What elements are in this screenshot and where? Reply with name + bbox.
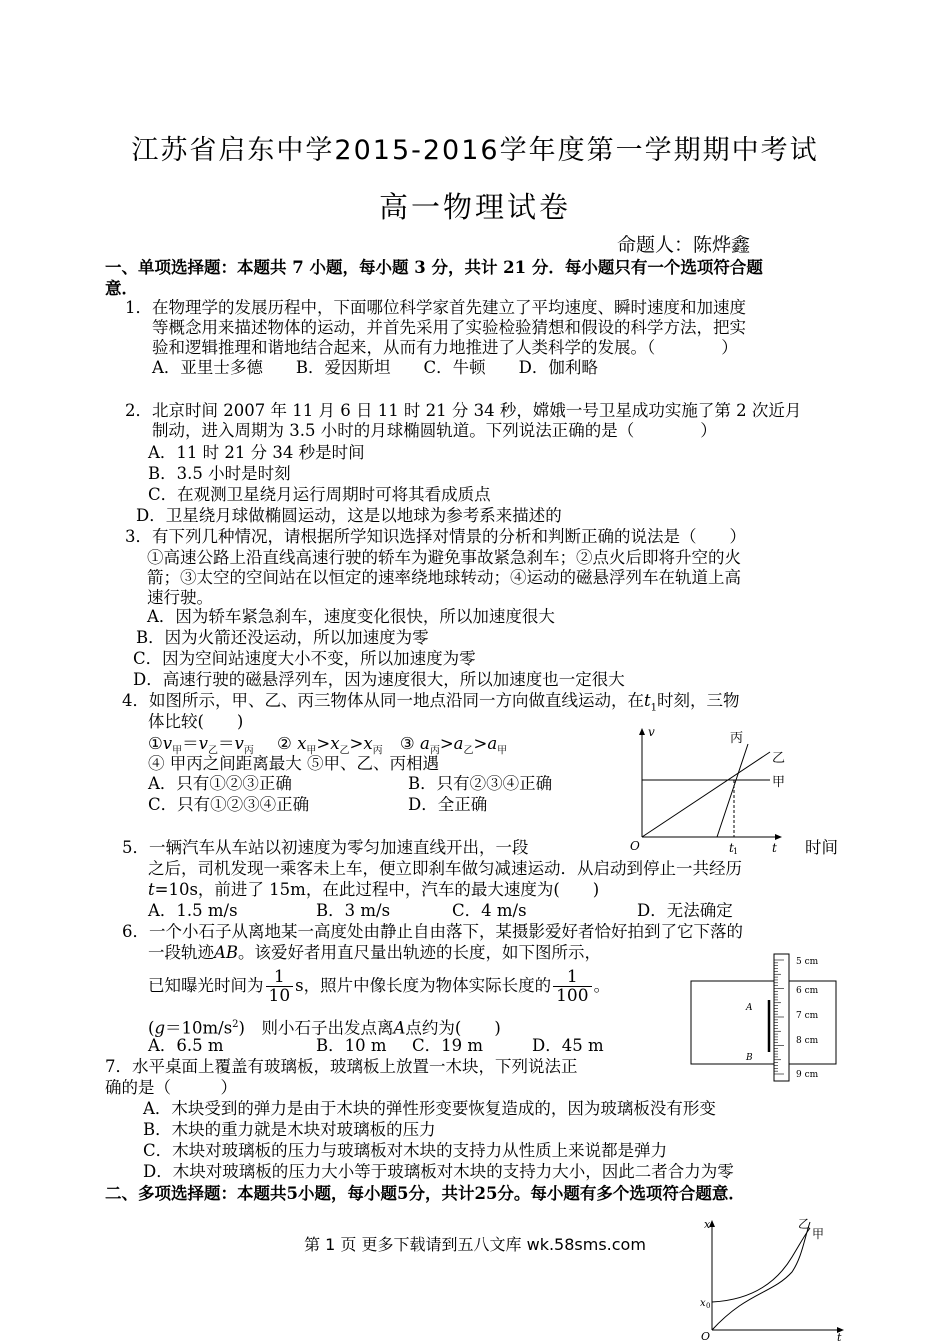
q6-line1: 6．一个小石子从离地某一高度处由静止自由落下，某摄影爱好者恰好拍到了它下落的 bbox=[122, 922, 743, 941]
ruler-mark-7cm: 7 cm bbox=[796, 1011, 819, 1021]
exam-author: 命题人：陈烨鑫 bbox=[617, 234, 751, 256]
vt-line-yi bbox=[642, 752, 770, 837]
fraction-1-100: $\frac{1}{100}$ bbox=[553, 968, 591, 1005]
ruler bbox=[774, 954, 789, 1081]
q5-line1: 5．一辆汽车从车站以初速度为零匀加速直线开出，一段 bbox=[122, 838, 529, 857]
q4-line3: $①v_甲=v_乙=v_丙$ ② $x_甲>x_乙>x_丙$ ③ $a_丙>a_乙>a_甲$ bbox=[148, 734, 508, 757]
q3-option-c: C．因为空间站速度大小不变，所以加速度为零 bbox=[133, 649, 476, 668]
section1-heading-cont: 意． bbox=[105, 279, 138, 298]
vt-x-label: t bbox=[772, 841, 777, 855]
ruler-mark-5cm: 5 cm bbox=[796, 957, 819, 967]
ruler-figure bbox=[690, 952, 840, 1084]
section2-heading: 二、多项选择题：本题共5小题，每小题5分，共计25分。每小题有多个选项符合题意． bbox=[105, 1184, 745, 1203]
q2-option-c: C．在观测卫星绕月运行周期时可将其看成质点 bbox=[148, 485, 491, 504]
q7-line2: 确的是（ ） bbox=[105, 1078, 237, 1097]
q5-option-c: C．4 m/s bbox=[452, 901, 527, 920]
label-A: A bbox=[746, 1003, 753, 1013]
xt-curve-yi bbox=[712, 1222, 810, 1330]
q7-option-b: B．木块的重力就是木块对玻璃板的压力 bbox=[143, 1120, 436, 1139]
q3-line4: 速行驶。 bbox=[147, 588, 213, 607]
q7-line1: 7．水平桌面上覆盖有玻璃板，玻璃板上放置一木块，下列说法正 bbox=[105, 1057, 578, 1076]
vt-label-jia: 甲 bbox=[772, 775, 786, 790]
q1-options: A．亚里士多德 B．爱因斯坦 C．牛顿 D．伽利略 bbox=[152, 358, 598, 377]
q5-option-a: A．1.5 m/s bbox=[148, 901, 238, 920]
q5-option-b: B．3 m/s bbox=[316, 901, 391, 920]
q2-option-b: B．3.5 小时是时刻 bbox=[148, 464, 291, 483]
section1-heading: 一、单项选择题：本题共 7 小题，每小题 3 分，共计 21 分．每小题只有一个选项符合题 bbox=[105, 258, 763, 277]
ruler-mark-6cm: 6 cm bbox=[796, 986, 819, 996]
q6-line3: 已知曝光时间为 $\frac{1}{10}$ s，照片中像长度为物体实际长度的 $\frac{1}{100}$ 。 bbox=[148, 967, 611, 1006]
q6-option-c: C．19 m bbox=[412, 1036, 484, 1055]
vt-line-bing bbox=[717, 744, 748, 837]
q7-option-a: A．木块受到的弹力是由于木块的弹性形变要恢复造成的，因为玻璃板没有形变 bbox=[143, 1099, 716, 1118]
q4-option-d: D．全正确 bbox=[408, 795, 488, 814]
q3-line2: ①高速公路上沿直线高速行驶的轿车为避免事故紧急刹车；②点火后即将升空的火 bbox=[147, 548, 741, 567]
xt-x0-label: x bbox=[700, 1298, 706, 1309]
q4-line4: ④ 甲丙之间距离最大 ⑤甲、乙、丙相遇 bbox=[148, 754, 439, 773]
q2-line1: 2．北京时间 2007 年 11 月 6 日 11 时 21 分 34 秒，嫦娥一号卫星成功实施了第 2 次近月 bbox=[125, 401, 802, 420]
ruler-mark-9cm: 9 cm bbox=[796, 1070, 819, 1080]
q3-line1: 3．有下列几种情况，请根据所学知识选择对情景的分析和判断正确的说法是（ ） bbox=[125, 527, 746, 546]
vt-origin-label: O bbox=[630, 839, 640, 853]
q5-option-d: D．无法确定 bbox=[637, 901, 733, 920]
q1-line1: 1．在物理学的发展历程中，下面哪位科学家首先建立了平均速度、瞬时速度和加速度 bbox=[125, 298, 746, 317]
xt-x0-sub: 0 bbox=[706, 1302, 711, 1310]
q2-line2: 制动，进入周期为 3.5 小时的月球椭圆轨道。下列说法正确的是（ ） bbox=[152, 421, 717, 440]
q4-option-c: C．只有①②③④正确 bbox=[148, 795, 310, 814]
xt-x-label: t bbox=[837, 1331, 842, 1342]
vt-t1-sub: 1 bbox=[733, 847, 739, 856]
q7-option-d: D．木块对玻璃板的压力大小等于玻璃板对木块的支持力大小，因此二者合力为零 bbox=[143, 1162, 734, 1181]
q3-option-a: A．因为轿车紧急刹车，速度变化很快，所以加速度很大 bbox=[147, 607, 555, 626]
q4-line2: 体比较( ) bbox=[148, 712, 244, 731]
vt-t1-label: t bbox=[729, 841, 734, 855]
xt-y-label: x bbox=[704, 1218, 711, 1231]
q2-option-d: D．卫星绕月球做椭圆运动，这是以地球为参考系来描述的 bbox=[136, 506, 562, 525]
q7-option-c: C．木块对玻璃板的压力与玻璃板对木块的支持力从性质上来说都是弹力 bbox=[143, 1141, 668, 1160]
q6-line4: $(g=10m/s^2)$ 则小石子出发点离A点约为( ) bbox=[148, 1018, 501, 1038]
q5-line3: t=10s，前进了 15m，在此过程中，汽车的最大速度为( ) bbox=[148, 880, 600, 899]
vt-y-arrow bbox=[639, 728, 645, 735]
exam-title: 江苏省启东中学2015-2016学年度第一学期期中考试 bbox=[131, 135, 819, 166]
q3-line3: 箭；③太空的空间站在以恒定的速率绕地球转动；④运动的磁悬浮列车在轨道上高 bbox=[147, 568, 741, 587]
q6-option-b: B．10 m bbox=[316, 1036, 387, 1055]
q2-option-a: A．11 时 21 分 34 秒是时间 bbox=[148, 443, 365, 462]
q6-line2: 一段轨迹AB。该爱好者用直尺量出轨迹的长度，如下图所示， bbox=[148, 943, 602, 962]
ruler-mark-8cm: 8 cm bbox=[796, 1036, 819, 1046]
q3-option-d: D．高速行驶的磁悬浮列车，因为速度很大，所以加速度也一定很大 bbox=[133, 670, 625, 689]
vt-label-bing: 丙 bbox=[730, 731, 744, 746]
vt-graph bbox=[620, 722, 830, 862]
xt-graph bbox=[692, 1212, 852, 1342]
vt-x-arrow bbox=[775, 834, 782, 840]
q5-line1-end: 时间 bbox=[805, 838, 838, 857]
fraction-1-10: $\frac{1}{10}$ bbox=[266, 968, 294, 1005]
q6-option-d: D．45 m bbox=[532, 1036, 604, 1055]
q5-line2: 之后，司机发现一乘客未上车，便立即刹车做匀减速运动．从启动到停止一共经历 bbox=[148, 859, 742, 878]
xt-label-jia: 甲 bbox=[812, 1227, 825, 1241]
q6-option-a: A．6.5 m bbox=[148, 1036, 224, 1055]
q4-option-a: A．只有①②③正确 bbox=[148, 774, 292, 793]
q1-line2: 等概念用来描述物体的运动，并首先采用了实验检验猜想和假设的科学方法，把实 bbox=[152, 318, 746, 337]
q1-line3: 验和逻辑推理和谐地结合起来，从而有力地推进了人类科学的发展。（ ） bbox=[152, 338, 738, 357]
vt-y-label: v bbox=[648, 725, 655, 739]
vt-label-yi: 乙 bbox=[772, 751, 786, 766]
xt-origin-label: O bbox=[701, 1330, 711, 1342]
q4-line1: 4．如图所示，甲、乙、丙三物体从同一地点沿同一方向做直线运动，在$t_1$时刻，三物 bbox=[122, 691, 740, 714]
page-footer: 第 1 页 更多下载请到五八文库 wk.58sms.com bbox=[304, 1235, 646, 1254]
exam-subtitle: 高一物理试卷 bbox=[378, 190, 571, 224]
xt-curve-jia bbox=[712, 1228, 810, 1302]
q4-option-b: B．只有②③④正确 bbox=[408, 774, 553, 793]
xt-label-yi: 乙 bbox=[798, 1217, 811, 1231]
label-B: B bbox=[746, 1053, 753, 1063]
q3-option-b: B．因为火箭还没运动，所以加速度为零 bbox=[136, 628, 429, 647]
